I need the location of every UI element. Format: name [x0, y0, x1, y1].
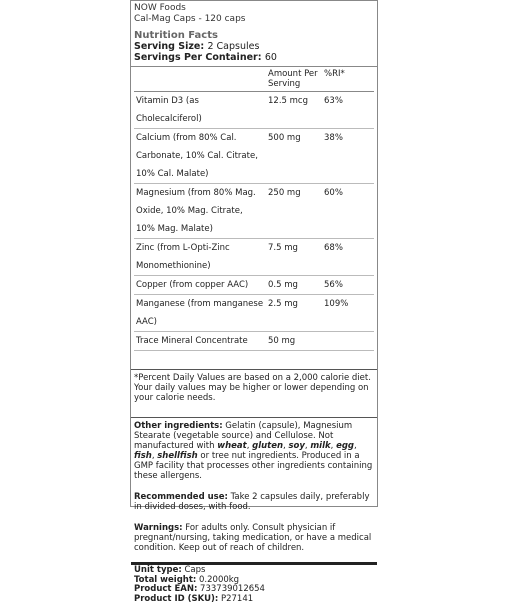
nutrient-ri: 109%: [322, 295, 374, 332]
supplement-facts-label: [130, 0, 378, 604]
nutrient-ri: 38%: [322, 129, 374, 184]
other-ingredients: Other ingredients: Gelatin (capsule), Magnesium Stearate (vegetable source) and Cellulose. Not manufactured with wheat, gluten, soy, milk, egg, fish, shellfish or tree nut ingredients. Produced in a GMP facility that processes other ingredients containing these allergens.: [134, 421, 373, 481]
nutrient-amount: 7.5 mg: [266, 239, 322, 276]
servings-per-container: [134, 52, 374, 63]
table-row: [134, 92, 374, 129]
amount-column-header: Amount Per Serving: [266, 67, 322, 92]
allergen-milk: milk: [310, 441, 331, 451]
nutrient-name: Copper (from copper AAC): [134, 276, 266, 295]
nutrient-amount: 50 mg: [266, 332, 322, 351]
nutrient-name: Zinc (from L-Opti-Zinc Monomethionine): [134, 239, 266, 276]
serving-size-value: 2 Capsules: [207, 41, 260, 52]
nutrition-facts-title: Nutrition Facts: [134, 30, 218, 41]
table-row: [134, 295, 374, 332]
nutrient-ri: 56%: [322, 276, 374, 295]
nutrient-ri: 63%: [322, 92, 374, 129]
nutrient-amount: 12.5 mcg: [266, 92, 322, 129]
recommended-use: Recommended use: Take 2 capsules daily, preferably in divided doses, with food.: [134, 492, 370, 512]
nutrient-name: Trace Mineral Concentrate: [134, 332, 266, 351]
nutrient-ri: [322, 332, 374, 351]
allergen-egg: egg: [336, 441, 354, 451]
nutrient-name: Calcium (from 80% Cal. Carbonate, 10% Cal. Citrate, 10% Cal. Malate): [134, 129, 266, 184]
servings-label: Servings Per Container:: [134, 52, 262, 63]
total-weight: Total weight: 0.2000kg: [134, 574, 240, 585]
table-row: [134, 184, 374, 239]
nutrient-amount: 2.5 mg: [266, 295, 322, 332]
recommended-label: Recommended use:: [134, 492, 228, 502]
allergen-shellfish: shellfish: [157, 451, 198, 461]
table-row: [134, 129, 374, 184]
product-sku: Product ID (SKU): P27141: [134, 593, 254, 604]
allergen-gluten: gluten: [252, 441, 284, 451]
nutrient-table: [134, 67, 374, 351]
table-row: [134, 332, 374, 351]
table-row: [134, 239, 374, 276]
nutrient-name: Vitamin D3 (as Cholecalciferol): [134, 92, 266, 129]
nutrient-amount: 500 mg: [266, 129, 322, 184]
ingredients-label: Other ingredients:: [134, 421, 223, 431]
allergen-soy: soy: [288, 441, 305, 451]
servings-value: 60: [264, 52, 277, 63]
footnote: *Percent Daily Values are based on a 2,000 calorie diet. Your daily values may be higher or lower depending on your calorie needs.: [131, 369, 377, 417]
serving-size-label: Serving Size:: [134, 41, 205, 52]
product-ean: Product EAN: 733739012654: [134, 584, 265, 594]
nutrient-name: Magnesium (from 80% Mag. Oxide, 10% Mag. Citrate, 10% Mag. Malate): [134, 184, 266, 239]
table-header-row: [134, 67, 374, 92]
ingredients-section: [131, 417, 377, 557]
warnings-label: Warnings:: [134, 523, 183, 533]
ri-column-header: %RI*: [322, 67, 374, 92]
table-row: [134, 276, 374, 295]
product-name: Cal-Mag Caps - 120 caps: [134, 14, 246, 24]
nutrient-ri: 60%: [322, 184, 374, 239]
product-info: [131, 562, 377, 608]
warnings: Warnings: For adults only. Consult physician if pregnant/nursing, taking medication, or have a medical condition. Keep out of reach of children.: [134, 523, 372, 553]
serving-size: [134, 41, 374, 52]
nutrient-amount: 0.5 mg: [266, 276, 322, 295]
brand-name: NOW Foods: [134, 3, 186, 13]
allergen-fish: fish: [134, 451, 152, 461]
nutrient-ri: 68%: [322, 239, 374, 276]
unit-type: Unit type: Caps: [134, 565, 206, 575]
allergen-wheat: wheat: [217, 441, 247, 451]
nutrient-name: Manganese (from manganese AAC): [134, 295, 266, 332]
table-spacer: [134, 351, 374, 369]
nutrient-amount: 250 mg: [266, 184, 322, 239]
